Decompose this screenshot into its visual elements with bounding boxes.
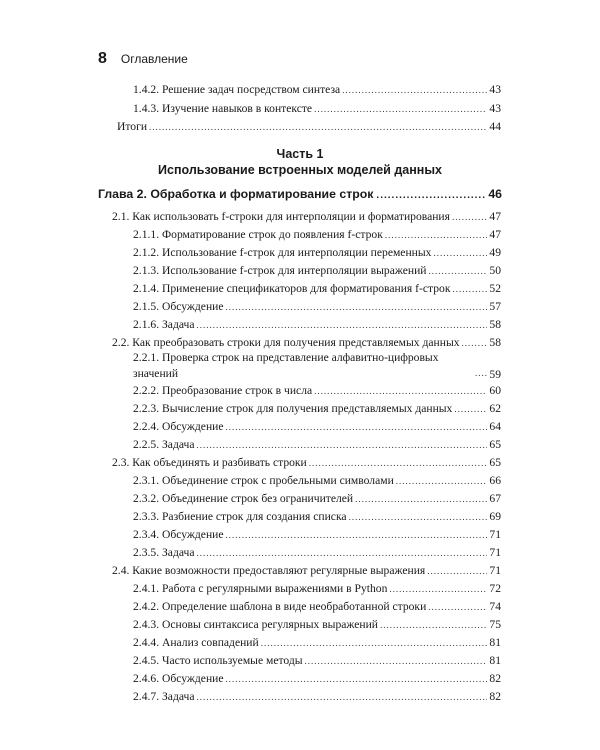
leader-dots [226,420,488,434]
leader-dots [355,492,487,506]
toc-entry-title: 2.4.6. Обсуждение [133,672,224,685]
toc-entry[interactable] [133,402,501,416]
toc-entry[interactable] [133,600,501,614]
part-heading [0,146,600,178]
toc-entry-title: 2.3.3. Разбиение строк для создания списка [133,510,347,523]
toc-entry-page: 59 [489,368,501,381]
leader-dots [380,618,487,632]
toc-entry-title: 2.4.4. Анализ совпадений [133,636,259,649]
toc-entry[interactable] [133,510,501,524]
toc-entry[interactable] [133,618,501,632]
toc-entry-page: 82 [489,690,501,703]
toc-entry-title: 2.3.4. Обсуждение [133,528,224,541]
toc-entry-page: 50 [489,264,501,277]
leader-dots [149,120,487,134]
toc-entry[interactable] [133,636,501,650]
toc-entry-page: 69 [489,510,501,523]
toc-entry[interactable] [133,654,501,668]
leader-dots [226,300,488,314]
page-header [98,50,188,70]
leader-dots [197,690,488,704]
toc-entry-page: 52 [489,282,501,295]
toc-entry[interactable] [133,420,501,434]
leader-dots [475,366,487,380]
leader-dots [452,210,487,224]
toc-entry[interactable] [133,474,501,488]
leader-dots [314,384,487,398]
toc-entry[interactable] [133,300,501,314]
toc-entry-title: 2.1. Как использовать f-строки для интерполяции и форматирования [112,210,450,223]
part-title: Использование встроенных моделей данных [158,163,442,177]
chapter-title: Глава 2. Обработка и форматирование строк [98,187,374,201]
toc-entry[interactable] [112,564,501,578]
toc-entry-page: 81 [489,654,501,667]
running-head: Оглавление [120,52,188,66]
leader-dots [349,510,488,524]
toc-entry-title: 2.4. Какие возможности предоставляют регулярные выражения [112,564,426,577]
toc-entry-page: 57 [489,300,501,313]
toc-entry-page: 71 [489,528,501,541]
leader-dots [428,600,487,614]
leader-dots [261,636,488,650]
toc-entry-page: 75 [489,618,501,631]
toc-entry-title: 2.4.3. Основы синтаксиса регулярных выражений [133,618,379,631]
toc-entry-title: 2.2.1. Проверка строк на представление алфавитно-цифровых значений [133,351,439,380]
leader-dots [376,190,485,201]
toc-entry-page: 49 [489,246,501,259]
toc-entry-title: 1.4.2. Решение задач посредством синтеза [133,83,341,96]
toc-entry-page: 43 [489,102,501,115]
leader-dots [452,282,487,296]
toc-entry[interactable] [112,336,501,350]
leader-dots [314,102,487,116]
toc-entry[interactable] [133,492,501,506]
leader-dots [433,246,487,260]
toc-entry[interactable] [133,282,501,296]
toc-entry-page: 82 [489,672,501,685]
toc-entry-page: 64 [489,420,501,433]
toc-entry[interactable] [133,246,501,260]
leader-dots [226,528,488,542]
toc-entry-page: 81 [489,636,501,649]
leader-dots [429,264,488,278]
toc-entry-title: 2.4.7. Задача [133,690,195,703]
toc-entry-title: 2.1.6. Задача [133,318,195,331]
toc-entry[interactable] [112,456,501,470]
toc-entry[interactable] [133,228,501,242]
toc-entry-page: 44 [489,120,501,133]
toc-entry[interactable] [133,83,501,97]
leader-dots [226,672,488,686]
leader-dots [389,582,487,596]
toc-entry[interactable] [133,582,501,596]
leader-dots [342,83,487,97]
leader-dots [396,474,488,488]
toc-entry-page: 47 [489,210,501,223]
toc-entry-title: 2.1.4. Применение спецификаторов для форматирования f-строк [133,282,451,295]
toc-entry-page: 58 [489,336,501,349]
toc-entry-title: 2.4.5. Часто используемые методы [133,654,303,667]
toc-entry-title: 2.1.3. Использование f-строк для интерполяции выражений [133,264,427,277]
toc-entry-page: 60 [489,384,501,397]
toc-entry-title: 2.2.5. Задача [133,438,195,451]
toc-entry-page: 71 [489,564,501,577]
leader-dots [197,546,488,560]
toc-entry-page: 58 [489,318,501,331]
toc-entry-title: 2.3.5. Задача [133,546,195,559]
toc-entry-page: 71 [489,546,501,559]
toc-entry-title: 2.1.1. Форматирование строк до появления f-строк [133,228,383,241]
toc-entry-page: 74 [489,600,501,613]
toc-entry-title: Итоги [117,120,148,133]
part-label: Часть 1 [276,147,324,161]
toc-entry[interactable] [133,690,501,704]
toc-entry-page: 43 [489,83,501,96]
toc-entry-title: 2.3. Как объединять и разбивать строки [112,456,307,469]
leader-dots [197,318,488,332]
chapter-page: 46 [488,187,502,201]
toc-entry-title: 2.1.5. Обсуждение [133,300,224,313]
toc-entry-title: 2.2. Как преобразовать строки для получения представляемых данных [112,336,460,349]
chapter-entry[interactable] [98,187,502,201]
toc-entry[interactable] [133,264,501,278]
leader-dots [197,438,488,452]
leader-dots [454,402,487,416]
toc-entry-page: 62 [489,402,501,415]
toc-entry[interactable] [133,438,501,452]
leader-dots [309,456,488,470]
toc-entry-title: 2.3.1. Объединение строк с пробельными символами [133,474,394,487]
toc-entry-title: 2.2.4. Обсуждение [133,420,224,433]
toc-entry-title: 2.3.2. Объединение строк без ограничителей [133,492,354,505]
toc-entry[interactable] [133,528,501,542]
toc-entry-page: 65 [489,438,501,451]
toc-entry-page: 65 [489,456,501,469]
leader-dots [305,654,488,668]
toc-entry-title: 2.4.2. Определение шаблона в виде необработанной строки [133,600,427,613]
toc-entry-title: 2.1.2. Использование f-строк для интерполяции переменных [133,246,432,259]
toc-entry[interactable] [117,120,501,134]
toc-entry[interactable] [133,350,501,382]
toc-entry[interactable] [133,102,501,116]
page-number: 8 [98,50,107,67]
toc-entry[interactable] [133,384,501,398]
toc-entry[interactable] [112,210,501,224]
toc-entry[interactable] [133,546,501,560]
toc-entry-page: 47 [489,228,501,241]
toc-entry[interactable] [133,672,501,686]
leader-dots [427,564,487,578]
leader-dots [462,336,488,350]
toc-entry[interactable] [133,318,501,332]
toc-entry-page: 72 [489,582,501,595]
toc-entry-title: 2.4.1. Работа с регулярными выражениями в Python [133,582,388,595]
toc-entry-title: 2.2.2. Преобразование строк в числа [133,384,313,397]
toc-entry-page: 67 [489,492,501,505]
toc-entry-title: 1.4.3. Изучение навыков в контексте [133,102,313,115]
toc-entry-page: 66 [489,474,501,487]
leader-dots [385,228,488,242]
toc-entry-title: 2.2.3. Вычисление строк для получения представляемых данных [133,402,453,415]
